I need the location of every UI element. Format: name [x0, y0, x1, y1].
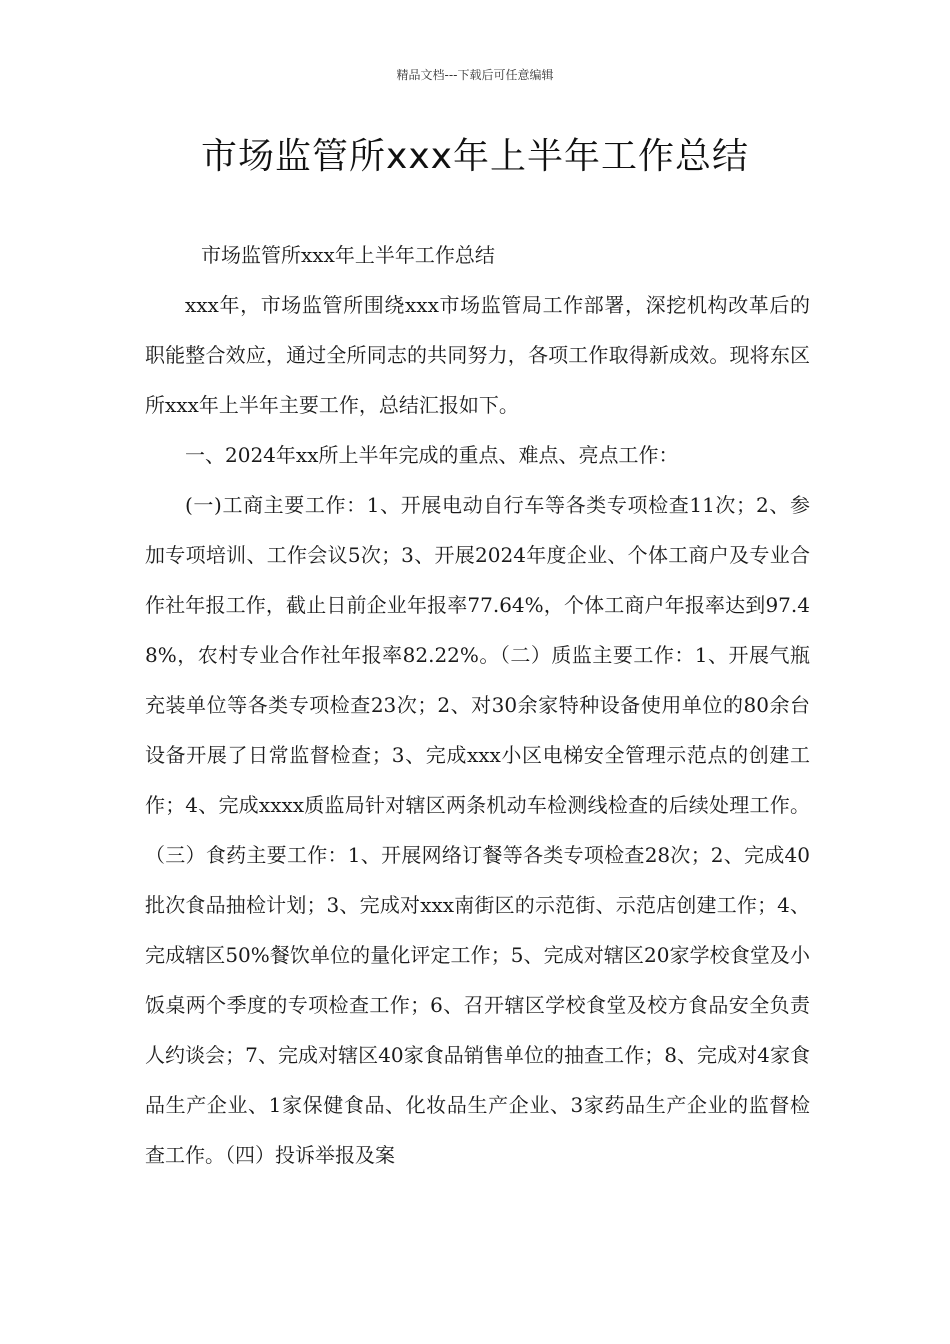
document-title: 市场监管所xxx年上半年工作总结 — [201, 136, 749, 177]
work-details-paragraph: (一)工商主要工作：1、开展电动自行车等各类专项检查11次；2、参加专项培训、工作会议5次；3、开展2024年度企业、个体工商户及专业合作社年报工作，截止日前企业年报率77.64%，个体工商户年报率达到97.48%，农村专业合作社年报率82.22%。（二）质监主要工作：1、开展气瓶充装单位等各类专项检查23次；2、对30余家特种设备使用单位的80余台设备开展了日常监督检查；3、完成xxx小区电梯安全管理示范点的创建工作；4、完成xxxx质监局针对辖区两条机动车检测线检查的后续处理工作。（三）食药主要工作：1、开展网络订餐等各类专项检查28次；2、完成40批次食品抽检计划；3、完成对xxx南街区的示范街、示范店创建工作；4、完成辖区50%餐饮单位的量化评定工作；5、完成对辖区20家学校食堂及小饭桌两个季度的专项检查工作；6、召开辖区学校食堂及校方食品安全负责人约谈会；7、完成对辖区40家食品销售单位的抽查工作；8、完成对4家食品生产企业、1家保健食品、化妆品生产企业、3家药品生产企业的监督检查工作。（四）投诉举报及案 — [145, 493, 810, 1167]
intro-paragraph: xxx年，市场监管所围绕xxx市场监管局工作部署，深挖机构改革后的职能整合效应，通过全所同志的共同努力，各项工作取得新成效。现将东区所xxx年上半年主要工作，总结汇报如下。 — [145, 293, 810, 417]
header-note: 精品文档---下载后可任意编辑 — [396, 68, 554, 82]
document-body — [145, 230, 810, 1180]
section-heading: 一、2024年xx所上半年完成的重点、难点、亮点工作： — [185, 443, 679, 467]
body-subtitle: 市场监管所xxx年上半年工作总结 — [201, 243, 495, 267]
